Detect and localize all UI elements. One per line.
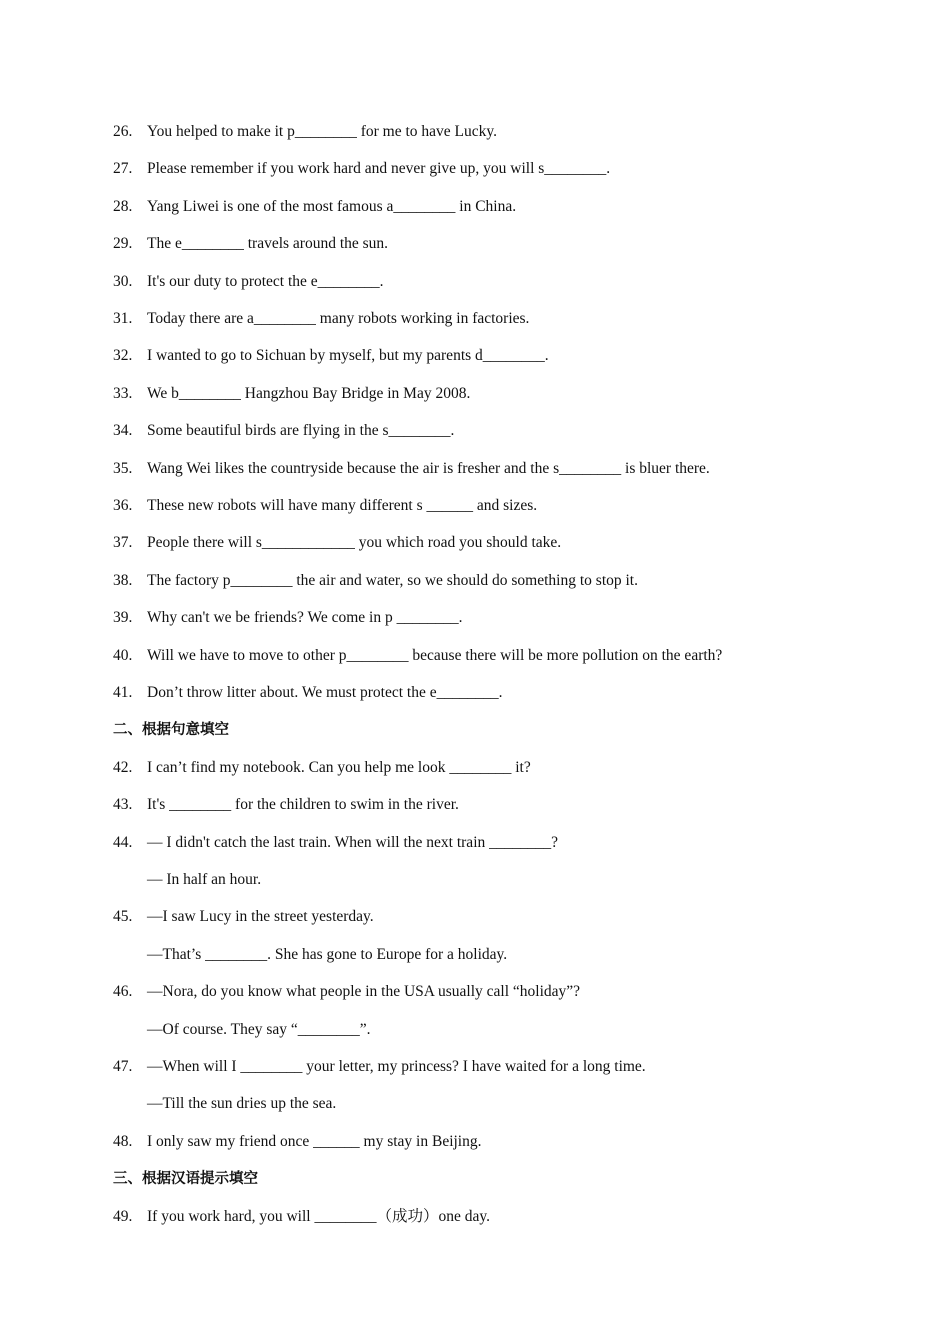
question-text: We b________ Hangzhou Bay Bridge in May 2008. [147,384,471,402]
question-text: It's ________ for the children to swim in the river. [147,796,459,814]
question-number: 26. [113,123,133,140]
question-text: Will we have to move to other p________ because there will be more pollution on the earth? [147,646,723,664]
question-item [113,532,561,554]
question-item [113,981,580,1003]
dialogue-reply: —That’s ________. She has gone to Europe for a holiday. [147,945,508,963]
section-heading-2: 二、根据句意填空 [113,722,229,739]
question-item [113,420,454,442]
question-item [113,345,549,367]
question-number: 38. [113,571,133,589]
question-number: 31. [113,310,133,327]
question-text: If you work hard, you will ________（成功）one day. [147,1207,490,1225]
question-number: 37. [113,534,133,552]
question-text: Yang Liwei is one of the most famous a________ in China. [147,197,517,215]
question-text: These new robots will have many different s ______ and sizes. [147,497,538,514]
question-number: 49. [113,1207,133,1225]
question-number: 48. [113,1132,133,1150]
question-item [113,794,459,816]
question-item [113,570,638,592]
question-text: Today there are a________ many robots working in factories. [147,310,530,327]
question-item [113,196,516,218]
question-number: 32. [113,347,133,365]
dialogue-reply: — In half an hour. [147,871,262,888]
question-item [113,607,462,629]
question-text: Some beautiful birds are flying in the s________. [147,422,455,440]
question-text: I can’t find my notebook. Can you help me look ________ it? [147,758,531,776]
question-text: Please remember if you work hard and never give up, you will s________. [147,160,611,178]
question-number: 30. [113,272,133,290]
question-item [113,121,497,143]
question-item [113,832,558,854]
question-item [113,233,388,255]
question-number: 46. [113,983,133,1001]
question-number: 43. [113,796,133,814]
question-text: The e________ travels around the sun. [147,235,389,253]
question-item [113,645,722,667]
question-number: 41. [113,684,133,701]
question-number: 42. [113,758,133,776]
question-text: Why can't we be friends? We come in p ________. [147,609,463,627]
question-text: Wang Wei likes the countryside because the air is fresher and the s________ is bluer there. [147,459,710,477]
question-number: 34. [113,422,133,440]
question-text: People there will s____________ you which road you should take. [147,534,562,552]
section-heading-3: 三、根据汉语提示填空 [113,1171,258,1188]
dialogue-reply: —Of course. They say “________”. [147,1020,371,1038]
question-item [113,906,374,928]
question-number: 40. [113,646,133,664]
question-item [113,495,537,517]
question-item [113,1056,646,1078]
question-number: 35. [113,459,133,477]
question-item [113,383,470,405]
question-number: 28. [113,197,133,215]
question-number: 33. [113,384,133,402]
question-text: —Nora, do you know what people in the USA usually call “holiday”? [147,983,581,1001]
question-item [113,308,529,330]
question-item [113,682,502,704]
question-number: 45. [113,908,133,926]
question-number: 47. [113,1058,133,1075]
question-text: Don’t throw litter about. We must protect the e________. [147,684,503,701]
question-number: 36. [113,497,133,514]
question-text: —When will I ________ your letter, my princess? I have waited for a long time. [147,1058,646,1075]
question-item [113,1131,482,1153]
question-text: I only saw my friend once ______ my stay in Beijing. [147,1132,482,1150]
question-text: The factory p________ the air and water, so we should do something to stop it. [147,571,638,589]
question-item [113,1206,490,1228]
question-text: —I saw Lucy in the street yesterday. [147,908,374,926]
question-item [113,757,531,779]
question-item [113,158,610,180]
question-number: 29. [113,235,133,253]
question-item [113,458,710,480]
question-number: 39. [113,609,133,627]
question-text: You helped to make it p________ for me to have Lucky. [147,123,497,140]
question-number: 27. [113,160,133,178]
question-text: — I didn't catch the last train. When will the next train ________? [147,833,558,851]
question-item [113,271,384,293]
question-text: It's our duty to protect the e________. [147,272,384,290]
question-number: 44. [113,833,133,851]
question-text: I wanted to go to Sichuan by myself, but my parents d________. [147,347,549,365]
dialogue-reply: —Till the sun dries up the sea. [147,1095,337,1113]
